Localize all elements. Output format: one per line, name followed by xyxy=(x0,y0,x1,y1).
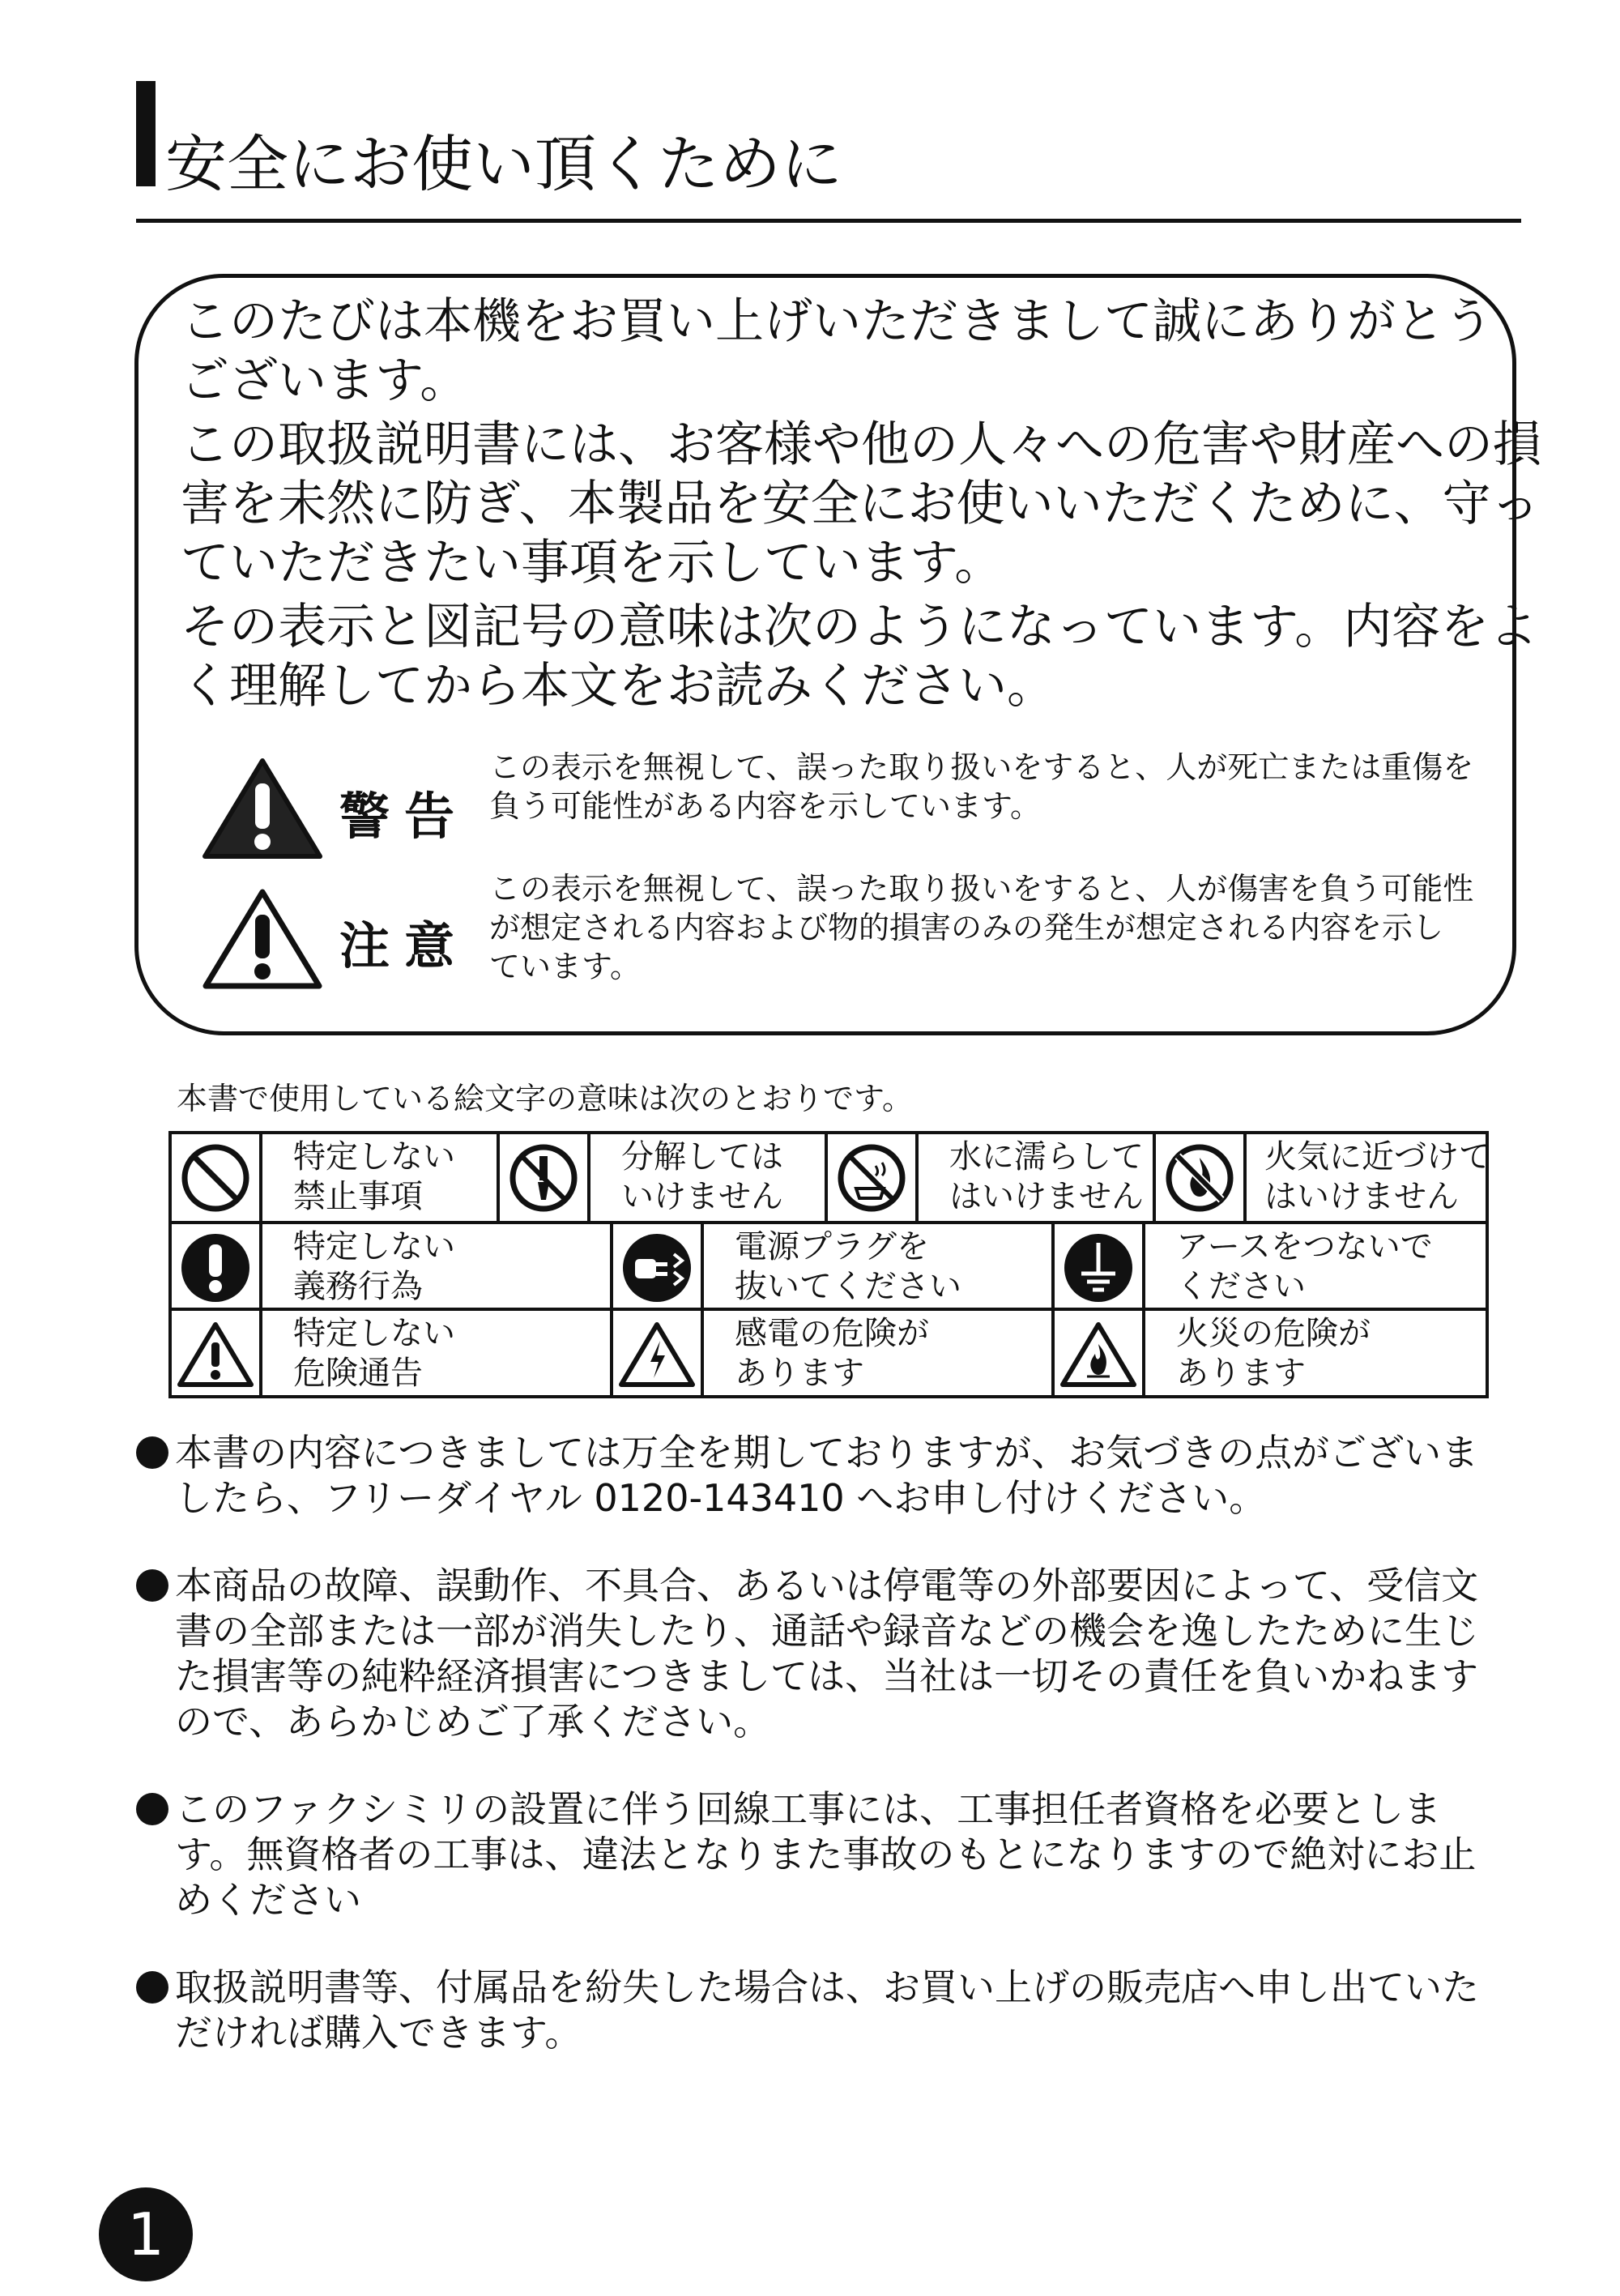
fire-hazard-icon xyxy=(1055,1311,1145,1398)
warning-desc-line: 負う可能性がある内容を示しています。 xyxy=(489,788,1041,824)
pictogram-text xyxy=(1145,1311,1486,1398)
note-line: 本商品の故障、誤動作、不具合、あるいは停電等の外部要因によって、受信文 xyxy=(175,1564,1479,1607)
unplug-icon xyxy=(613,1224,704,1311)
pictogram-label: 義務行為 xyxy=(293,1268,423,1305)
warning-desc-line: この表示を無視して、誤った取り扱いをすると、人が死亡または重傷を xyxy=(489,749,1474,785)
pictogram-label: アースをつないで xyxy=(1176,1228,1433,1265)
note-line: だければ購入できます。 xyxy=(175,2011,582,2055)
pictogram-label: 特定しない xyxy=(293,1228,455,1265)
caution-description xyxy=(489,869,1486,986)
no-fire-icon xyxy=(1156,1134,1247,1221)
note-line: めください xyxy=(175,1878,361,1922)
note-item xyxy=(136,1430,1529,1521)
note-line: 本書の内容につきましては万全を期しておりますが、お気づきの点がございま xyxy=(175,1431,1479,1474)
note-line: す。無資格者の工事は、違法となりまた事故のもとになりますので絶対にお止 xyxy=(175,1833,1477,1876)
mandatory-action-icon xyxy=(172,1224,262,1311)
page-title: 安全にお使い頂くために xyxy=(165,128,842,200)
pictogram-label: 特定しない xyxy=(293,1315,455,1352)
pictogram-caption: 本書で使用している絵文字の意味は次のとおりです。 xyxy=(177,1081,913,1116)
pictogram-text xyxy=(1247,1134,1491,1221)
note-line: た損害等の純粋経済損害につきましては、当社は一切その責任を負いかねます xyxy=(175,1654,1479,1698)
pictogram-label: はいけません xyxy=(1264,1178,1459,1215)
electric-shock-icon xyxy=(613,1311,704,1398)
notes-list xyxy=(136,1430,1529,2098)
pictogram-text xyxy=(919,1134,1156,1221)
pictogram-text xyxy=(590,1134,828,1221)
intro-box xyxy=(134,274,1541,1035)
pictogram-label: はいけません xyxy=(949,1178,1144,1215)
intro-line: く理解してから本文をお読みください。 xyxy=(181,658,1055,715)
note-line: 書の全部または一部が消失したり、通話や録音などの機会を逸したために生じ xyxy=(175,1609,1479,1653)
note-item xyxy=(136,1563,1529,1744)
pictogram-label: 電源プラグを xyxy=(735,1228,929,1265)
note-line: このファクシミリの設置に伴う回線工事には、工事担任者資格を必要としま xyxy=(175,1787,1442,1831)
pictogram-label: いけません xyxy=(621,1178,783,1215)
pictogram-label: 危険通告 xyxy=(293,1355,423,1392)
intro-text xyxy=(181,292,1541,716)
pictogram-label: 火気に近づけて xyxy=(1264,1138,1491,1176)
caution-desc-line: ています。 xyxy=(489,949,641,984)
note-line: ので、あらかじめご了承ください。 xyxy=(175,1700,771,1743)
pictogram-label: あります xyxy=(735,1355,864,1392)
warning-triangle-icon xyxy=(202,756,323,861)
note-line: したら、フリーダイヤル 0120-143410 へお申し付けください。 xyxy=(175,1476,1267,1520)
pictogram-text xyxy=(262,1134,500,1221)
pictogram-label: 感電の危険が xyxy=(735,1315,929,1352)
pictogram-text xyxy=(1145,1224,1486,1311)
intro-line: その表示と図記号の意味は次のようになっています。内容をよ xyxy=(181,599,1538,655)
note-item xyxy=(136,1786,1529,1923)
bullet-icon xyxy=(136,1436,168,1469)
caution-desc-line: この表示を無視して、誤った取り扱いをすると、人が傷害を負う可能性 xyxy=(489,871,1474,907)
pictogram-label: あります xyxy=(1176,1355,1306,1392)
warning-description xyxy=(489,748,1486,826)
general-caution-icon xyxy=(172,1311,262,1398)
bullet-icon xyxy=(136,1971,168,2004)
pictogram-label: 分解しては xyxy=(621,1138,783,1176)
caution-label: 注意 xyxy=(339,916,470,975)
pictogram-text xyxy=(262,1311,613,1398)
pictogram-row xyxy=(172,1308,1486,1398)
no-water-icon xyxy=(828,1134,919,1221)
heading-bar xyxy=(136,81,156,186)
pictogram-label: 特定しない xyxy=(293,1138,455,1176)
pictogram-text xyxy=(704,1311,1055,1398)
pictogram-label: 水に濡らして xyxy=(949,1138,1144,1176)
pictogram-label: ください xyxy=(1176,1268,1306,1305)
intro-line: ていただきたい事項を示しています。 xyxy=(181,535,1004,591)
pictogram-row xyxy=(172,1134,1491,1221)
note-item xyxy=(136,1965,1529,2055)
warning-row xyxy=(202,748,1481,877)
pictogram-text xyxy=(262,1224,613,1311)
pictogram-row xyxy=(172,1221,1486,1311)
caution-desc-line: が想定される内容および物的損害のみの発生が想定される内容を示し xyxy=(489,910,1444,945)
pictogram-table xyxy=(168,1131,1489,1398)
intro-line: このたびは本機をお買い上げいただきまして誠にありがとう xyxy=(181,293,1493,350)
page-number: 1 xyxy=(99,2187,193,2281)
intro-line: 害を未然に防ぎ、本製品を安全にお使いいただくために、守っ xyxy=(181,476,1540,532)
bullet-icon xyxy=(136,1569,168,1602)
section-heading xyxy=(136,81,1521,223)
ground-icon xyxy=(1055,1224,1145,1311)
no-disassembly-icon xyxy=(500,1134,590,1221)
caution-triangle-icon xyxy=(202,886,323,991)
pictogram-text xyxy=(704,1224,1055,1311)
pictogram-label: 禁止事項 xyxy=(293,1178,423,1215)
note-line: 取扱説明書等、付属品を紛失した場合は、お買い上げの販売店へ申し出ていた xyxy=(175,1965,1479,2009)
pictogram-label: 抜いてください xyxy=(735,1268,961,1305)
prohibition-icon xyxy=(172,1134,262,1221)
warning-label: 警告 xyxy=(339,787,470,846)
pictogram-label: 火災の危険が xyxy=(1176,1315,1371,1352)
intro-line: ございます。 xyxy=(181,352,469,409)
bullet-icon xyxy=(136,1793,168,1825)
intro-line: この取扱説明書には、お客様や他の人々への危害や財産への損 xyxy=(181,416,1541,473)
caution-row xyxy=(202,871,1481,1007)
